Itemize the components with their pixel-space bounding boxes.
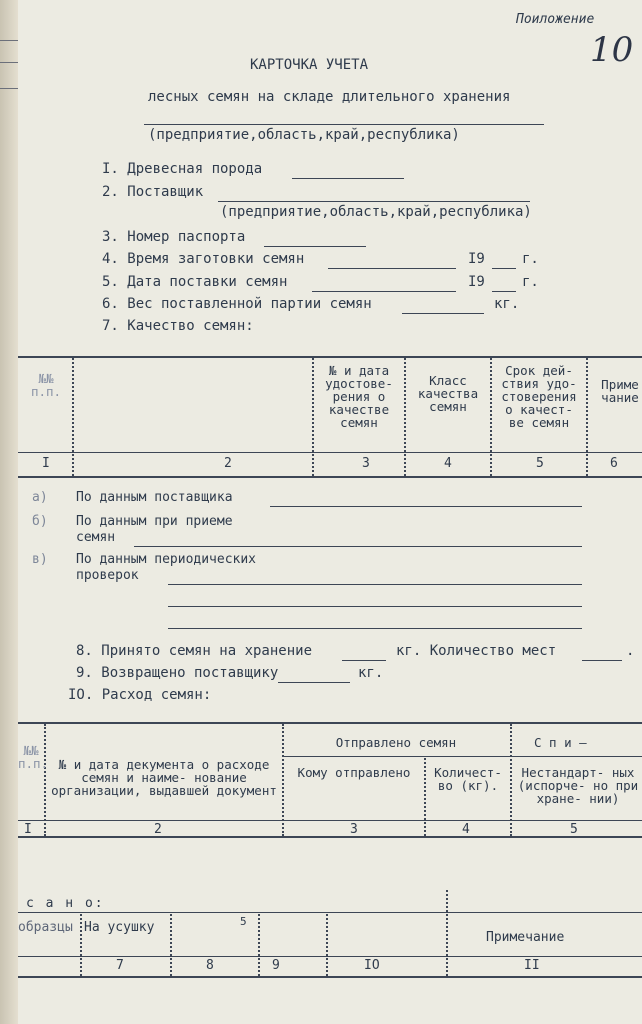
bottom-num: 9	[272, 958, 280, 973]
bottom-col-sep	[258, 914, 260, 976]
kg-unit: кг.	[494, 296, 520, 312]
bottom-col-drying-header: На усушку	[84, 920, 155, 935]
field-accepted-storage: 8. Принято семян на хранение	[76, 643, 313, 659]
field-supplier: 2. Поставщик	[102, 184, 204, 200]
quality-col-sep	[312, 358, 314, 476]
bottom-num: IO	[364, 958, 380, 973]
expense-num: 3	[350, 822, 358, 837]
quality-num: 6	[610, 456, 618, 471]
quality-num: I	[42, 456, 50, 471]
quality-num: 3	[362, 456, 370, 471]
field-tree-species-line[interactable]	[292, 178, 404, 179]
field-delivery-line[interactable]	[312, 291, 456, 292]
field-places-count: кг. Количество мест	[396, 643, 557, 659]
quality-col-note-header: Приме чание	[601, 377, 639, 405]
quality-col-sep	[586, 358, 588, 476]
expense-col-quantity-header: Количест- во (кг).	[434, 765, 502, 793]
row-acceptance-data-line[interactable]	[134, 546, 582, 547]
row-acceptance-data-2: семян	[76, 530, 116, 545]
field-returned-line[interactable]	[278, 682, 350, 683]
expense-num: 4	[462, 822, 470, 837]
expense-col-sep	[44, 724, 46, 836]
expense-table-top	[18, 722, 642, 724]
field-seed-quality: 7. Качество семян:	[102, 318, 254, 334]
expense-col-sep	[282, 724, 284, 836]
bottom-col-note-header: Примечание	[486, 930, 565, 945]
period: .	[626, 643, 635, 659]
expense-col-sent-header: Отправлено семян	[335, 735, 457, 750]
quality-table-bottom	[18, 476, 642, 478]
expense-col-recipient-header: Кому отправлено	[297, 765, 411, 780]
supplier-caption: (предприятие,область,край,республика)	[220, 204, 532, 220]
bottom-col-sep	[170, 914, 172, 976]
row-acceptance-data: По данным при приеме	[76, 514, 233, 529]
expense-num: 2	[154, 822, 162, 837]
expense-col-sep	[424, 758, 426, 836]
field-passport-line[interactable]	[264, 246, 366, 247]
quality-table-top	[18, 356, 642, 358]
expense-col-nonstandard-header: Нестандарт- ных (испорче- но при хране- нии)	[517, 765, 639, 806]
field-harvest-line[interactable]	[328, 268, 456, 269]
bottom-num: 7	[116, 958, 124, 973]
field-passport-number: 3. Номер паспорта	[102, 229, 246, 245]
row-letter-b: б)	[32, 514, 48, 529]
quality-col-class-header: Класс качества семян	[417, 373, 479, 414]
row-letter-a: а)	[32, 490, 48, 505]
field-batch-weight: 6. Вес поставленной партии семян	[102, 296, 372, 312]
row-supplier-data: По данным поставщика	[76, 490, 233, 505]
quality-col-sep	[490, 358, 492, 476]
quality-table-header-bottom	[18, 452, 642, 453]
quality-num: 5	[536, 456, 544, 471]
bottom-table-bottom	[18, 976, 642, 978]
bottom-col-samples-header: образцы	[18, 920, 73, 935]
quality-num: 2	[224, 456, 232, 471]
bottom-col-sep	[80, 914, 82, 976]
expense-header-bottom	[18, 820, 642, 821]
field-harvest-time: 4. Время заготовки семян	[102, 251, 305, 267]
appendix-label: Поиложение	[516, 12, 595, 27]
field-supplier-line[interactable]	[218, 201, 530, 202]
writeoff-continuation: с а н о:	[26, 896, 105, 911]
bottom-table-top	[18, 912, 642, 913]
bottom-col-sep	[326, 914, 328, 976]
expense-col-sep	[510, 724, 512, 836]
year-suffix: г.	[522, 274, 539, 290]
field-places-line[interactable]	[582, 660, 622, 661]
year-line[interactable]	[492, 291, 516, 292]
quality-col-number-header: №№ п.п.	[30, 371, 62, 399]
document-page	[18, 0, 642, 1024]
quality-col-sep	[404, 358, 406, 476]
year-prefix: I9	[468, 251, 485, 267]
expense-sent-underline	[282, 756, 642, 757]
field-weight-line[interactable]	[402, 313, 484, 314]
row-periodic-line[interactable]	[168, 584, 582, 585]
bottom-col-sep	[446, 890, 448, 976]
enterprise-line	[144, 124, 544, 125]
expense-col-writeoff-header: С п и –	[534, 735, 587, 750]
row-letter-v: в)	[32, 552, 48, 567]
row-supplier-data-line[interactable]	[270, 506, 582, 507]
field-delivery-date: 5. Дата поставки семян	[102, 274, 288, 290]
field-accepted-line[interactable]	[342, 660, 386, 661]
bottom-header-bottom	[18, 956, 642, 957]
bottom-num: II	[524, 958, 540, 973]
card-subtitle: лесных семян на складе длительного хранения	[148, 89, 511, 105]
bottom-num: 8	[206, 958, 214, 973]
quality-col-certificate-header: № и дата удостове- рения о качестве семян	[325, 363, 393, 430]
year-prefix: I9	[468, 274, 485, 290]
expense-col-document-header: № и дата декумента о расходе семян и наиме- нование организации, выдавшей документ	[51, 757, 277, 798]
row-periodic-checks-2: проверок	[76, 568, 139, 583]
expense-col-number-header: №№ п.п.	[18, 743, 49, 771]
expense-table-bottom	[18, 836, 642, 838]
quality-col-sep	[72, 358, 74, 476]
expense-num: 5	[570, 822, 578, 837]
appendix-number-handwritten: 10	[590, 30, 634, 70]
quality-col-validity-header: Срок дей- ствия удо- стоверения о качест- ве семян	[501, 363, 577, 430]
quality-num: 4	[444, 456, 452, 471]
kg-unit: кг.	[358, 665, 384, 681]
row-periodic-line[interactable]	[168, 628, 582, 629]
year-line[interactable]	[492, 268, 516, 269]
field-seed-expense: IO. Расход семян:	[68, 687, 212, 703]
row-periodic-line[interactable]	[168, 606, 582, 607]
row-periodic-checks: По данным периодических	[76, 552, 257, 567]
year-suffix: г.	[522, 251, 539, 267]
field-returned-supplier: 9. Возвращено поставщику	[76, 665, 279, 681]
field-tree-species: I. Древесная порода	[102, 161, 263, 177]
binding-edge	[0, 0, 18, 1024]
enterprise-caption: (предприятие,область,край,республика)	[148, 127, 460, 143]
bottom-col-5-mark: 5	[240, 915, 247, 928]
expense-num: I	[24, 822, 32, 837]
card-title: КАРТОЧКА УЧЕТА	[250, 57, 369, 73]
